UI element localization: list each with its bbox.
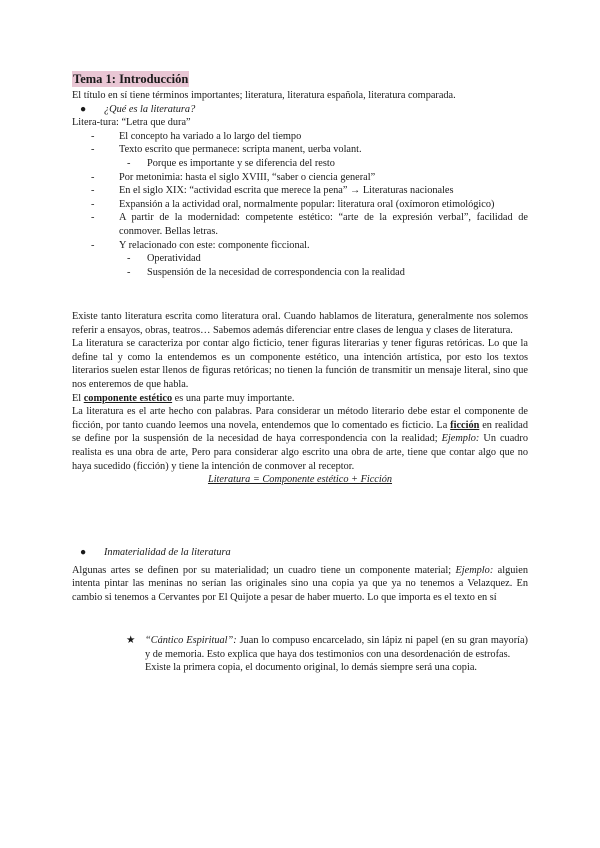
star-icon: ★	[126, 635, 136, 646]
list-item-3: - Por metonimia: hasta el siglo XVIII, “saber o ciencia general”	[91, 171, 376, 183]
list-subitem-1: - Porque es importante y se diferencia del resto	[127, 157, 335, 169]
section2-paragraph: Algunas artes se definen por su materialidad; un cuadro tiene un componente material; Ejemplo: alguien intenta pintar las meninas no serían las originales sino una copia ya que ya no tenemos a Velazquez. En cambio si tenemos a Cervantes por El Quijote a pesar de haber muerto. Lo que importa es el texto en sí	[72, 564, 528, 603]
bullet-icon: ●	[80, 547, 87, 558]
paragraph-1: Existe tanto literatura escrita como literatura oral. Cuando hablamos de literatura, generalmente nos solemos referir a ensayos, obras, teatros… Sabemos además diferenciar entre clases de lengua y clases de literatura.	[72, 311, 528, 336]
definition-line: Litera-tura: “Letra que dura”	[72, 117, 191, 129]
list-item-2: - Texto escrito que permanece: scripta manent, uerba volant.	[91, 144, 362, 156]
paragraph-2: La literatura se caracteriza por contar algo ficticio, tener figuras literarias y tener figuras retóricas. Lo que la define tal y como la entendemos es un componente estético, una intención artística, por esto los textos literarios suelen estar llenos de figuras retóricas; no tienen la función de transmitir un mensaje literal, sino que nos enteremos de que habla.	[72, 338, 528, 390]
intro-section	[72, 89, 528, 279]
keyword-componente-estetico: componente estético	[83, 392, 173, 404]
body-section	[72, 310, 528, 487]
list-item-5: - Expansión a la actividad oral, normalmente popular: literatura oral (oxímoron etimológico)	[91, 198, 495, 210]
star-note	[126, 634, 528, 675]
star-note-text: “Cántico Espiritual”: Juan lo compuso encarcelado, sin lápiz ni papel (en su gran mayoría) y de memoria. Esto explica que haya dos testimonios con una desordenación de estrofas.	[145, 635, 528, 660]
list-subitem-3: - Suspensión de la necesidad de correspondencia con la realidad	[127, 266, 405, 278]
section2-heading-row	[80, 546, 528, 560]
section2	[72, 546, 528, 604]
keyword-ficcion: ficción	[450, 419, 480, 431]
section2-heading: Inmaterialidad de la literatura	[104, 547, 231, 558]
section1-heading: ¿Qué es la literatura?	[104, 103, 196, 115]
list-item-6: - A partir de la modernidad: competente estético: “arte de la expresión verbal”, facilidad de conmover. Bellas letras.	[91, 212, 528, 237]
list-item-1: - El concepto ha variado a lo largo del tiempo	[91, 130, 302, 142]
bullet-icon: ●	[80, 103, 87, 115]
list-item-7: - Y relacionado con este: componente ficcional.	[91, 239, 310, 251]
paragraph-3: El componente estético es una parte muy importante.	[72, 392, 295, 404]
intro-line: El título en sí tiene términos importantes; literatura, literatura española, literatura comparada.	[72, 90, 456, 101]
list-item-4: - En el siglo XIX: “actividad escrita que merece la pena” → Literaturas nacionales	[91, 185, 454, 197]
star-note-text-2: Existe la primera copia, el documento original, lo demás siempre será una copia.	[145, 662, 477, 674]
section1-heading-row	[80, 103, 528, 117]
paragraph-4: La literatura es el arte hecho con palabras. Para considerar un método literario debe estar el componente de ficción, por tanto cuando leemos una novela, entendemos que lo comentado es ficticio. La ficción en realidad se define por la suspensión de la necesidad de haya correspondencia con la realidad; Ejemplo: Un cuadro realista es una obra de arte, Pero para considerar algo escrito una obra de arte, tiene que contar algo que no haya sucedido (ficción) y tiene la intención de conmover al receptor.	[72, 406, 528, 472]
list-subitem-2: - Operatividad	[127, 253, 201, 265]
page-title: Tema 1: Introducción	[73, 72, 189, 86]
formula: Literatura = Componente estético + Ficción	[207, 474, 393, 486]
star-note-title: “Cántico Espiritual”:	[145, 635, 237, 646]
